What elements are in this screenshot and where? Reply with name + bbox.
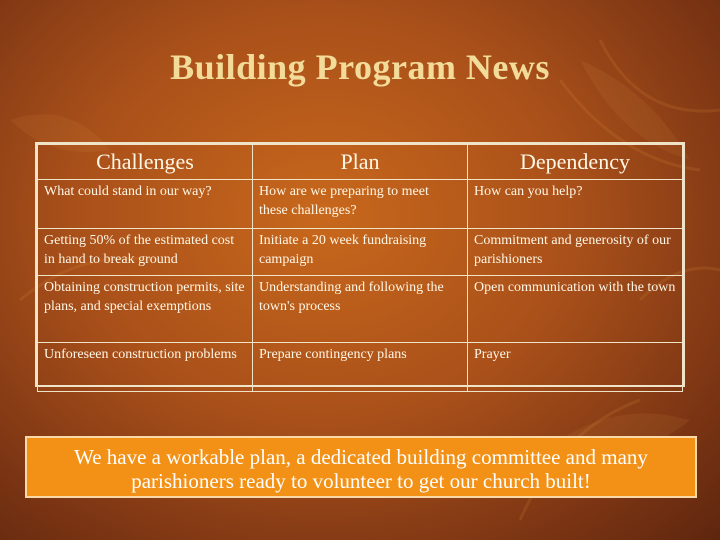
table-cell: Prepare contingency plans [253,343,468,392]
table-row [38,276,683,343]
table-row [38,180,683,229]
slide-title: Building Program News [170,47,550,87]
table-cell: How can you help? [468,180,683,229]
table-cell: Unforeseen construction problems [38,343,253,392]
table-cell: Open communication with the town [468,276,683,343]
table-row [38,229,683,276]
table-header-row [38,145,683,180]
table-cell: Initiate a 20 week fundraising campaign [253,229,468,276]
table-cell: Getting 50% of the estimated cost in hand to break ground [38,229,253,276]
table-row [38,343,683,392]
table-cell: Obtaining construction permits, site plans, and special exemptions [38,276,253,343]
table-cell: How are we preparing to meet these challenges? [253,180,468,229]
header-challenges: Challenges [38,145,253,180]
news-table [37,144,683,392]
header-plan: Plan [253,145,468,180]
header-dependency: Dependency [468,145,683,180]
table-cell: Prayer [468,343,683,392]
news-table-container [35,142,685,387]
table-cell: Commitment and generosity of our parishioners [468,229,683,276]
table-cell: What could stand in our way? [38,180,253,229]
closing-callout: We have a workable plan, a dedicated building committee and many parishioners ready to volunteer to get our church built! [25,436,697,498]
table-cell: Understanding and following the town's process [253,276,468,343]
